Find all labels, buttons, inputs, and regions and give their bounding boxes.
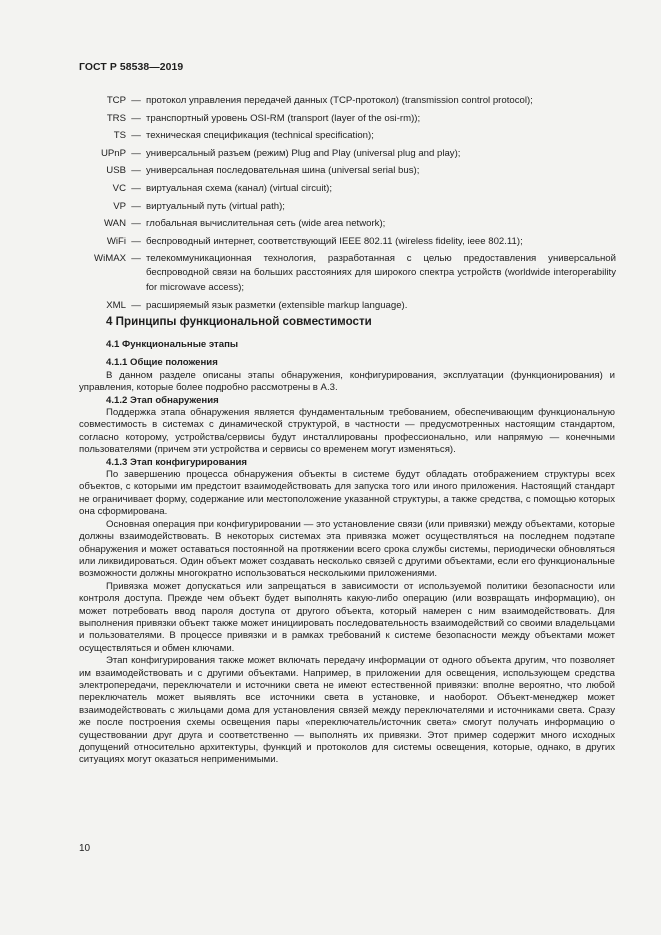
- paragraph: Привязка может допускаться или запрещаться в зависимости от используемой политики безопасности или контроля доступа. Прежде чем объект будет выполнять какую-либо операцию (или возвращать информацию), он может потребовать ввод пароля доступа от другого объекта, который намерен с ним взаимодействовать. Для выполнения привязки объект также может инициировать последовательность взаимодействий со своими владельцами и пользователями. В процессе привязки и в рамках требований к системе безопасности между объектами может осуществляться и обмен ключами.: [79, 580, 615, 654]
- abbreviation-term: TS: [113, 130, 126, 142]
- abbreviation-dash: —: [131, 252, 141, 264]
- abbreviation-term: WiFi: [106, 235, 126, 247]
- section-title: 4 Принципы функциональной совместимости: [106, 315, 372, 328]
- abbreviation-dash: —: [131, 130, 141, 142]
- abbreviation-row: [56, 127, 616, 145]
- abbreviation-dash: —: [131, 147, 141, 159]
- abbreviation-term: USB: [106, 165, 126, 177]
- abbreviation-definition: беспроводный интернет, соответствующий IEEE 802.11 (wireless fidelity, ieee 802.11);: [146, 235, 523, 247]
- abbreviation-dash: —: [131, 218, 141, 230]
- abbreviation-row: [56, 198, 616, 216]
- subsection-heading: 4.1.3 Этап конфигурирования: [106, 456, 248, 468]
- abbreviation-term: XML: [106, 299, 126, 311]
- abbreviation-definition: техническая спецификация (technical specification);: [146, 130, 374, 142]
- subsection-heading: 4.1.2 Этап обнаружения: [106, 394, 219, 406]
- abbreviation-definition: универсальная последовательная шина (universal serial bus);: [146, 165, 420, 177]
- abbreviation-row: [56, 233, 616, 251]
- subsection-heading: 4.1.1 Общие положения: [106, 357, 218, 369]
- abbreviation-term: UPnP: [100, 147, 126, 159]
- abbreviation-term: VC: [112, 182, 126, 194]
- abbreviation-row: [56, 92, 616, 110]
- abbreviation-definition: глобальная вычислительная сеть (wide area network);: [146, 218, 386, 230]
- abbreviation-definition: виртуальная схема (канал) (virtual circuit);: [146, 182, 333, 194]
- abbreviation-dash: —: [131, 200, 141, 212]
- abbreviation-row: [56, 145, 616, 163]
- abbreviation-definition: протокол управления передачей данных (TCP-протокол) (transmission control protocol);: [146, 95, 533, 106]
- abbreviation-term: TRS: [106, 112, 126, 124]
- abbreviation-definition: виртуальный путь (virtual path);: [146, 200, 285, 212]
- paragraph: Этап конфигурирования также может включать передачу информации от одного объекта другим, что позволяет им взаимодействовать и с другими объектами. Например, в приложении для освещения, использующем средства электропередачи, переключатели и источники света не имеют естественной привязки: вполне вероятно, что любой переключатель может выявлять все источники света в установке, и наоборот. Объект-менеджер может взаимодействовать с жильцами дома для установления связей между переключателями и источниками света. Сразу же после построения схемы освещения пары «переключатель/источник света» смогут получать информацию о существовании друг друга и соответственно — выполнять их привязки. Этот пример содержит много исходных допущений относительно архитектуры, функций и протоколов для системы освещения, которые, однако, в других ситуациях могут оказаться неприменимыми.: [79, 655, 615, 766]
- paragraph: По завершению процесса обнаружения объекты в системе будут обладать отображением структуры всех объектов, с которыми им предстоит взаимодействовать для запуска того или иного приложения. Настоящий стандарт не ограничивает форму, содержание или местоположение указанной структуры, а также средства, с помощью которых она сформирована.: [79, 469, 615, 518]
- abbreviation-row: [56, 215, 616, 233]
- abbreviation-dash: —: [131, 165, 141, 177]
- paragraph: Поддержка этапа обнаружения является фундаментальным требованием, обеспечивающим функциональную совместимость в системах с динамической структурой, в частности — предусмотренных настоящим стандартом, согласно которому, устройства/сервисы будут инсталлированы профессионально, или напрямую — конечными пользователями (причем эти устройства и сервисы со временем могут изменяться).: [79, 407, 615, 456]
- section-body: [79, 315, 615, 767]
- abbreviation-term: VP: [113, 200, 126, 212]
- paragraph: В данном разделе описаны этапы обнаружения, конфигурирования, эксплуатации (функционирования) и управления, которые более подробно рассмотрены в А.3.: [79, 369, 615, 394]
- paragraph: Основная операция при конфигурировании — это установление связи (или привязки) между объектами, которые должны взаимодействовать. В некоторых системах эта привязка может осуществляться на последнем подэтапе обнаружения и может оставаться постоянной на протяжении всего срока службы системы, периодически обновляться или ликвидироваться. Один объект может создавать несколько связей с другими объектами, если его функциональные возможности должны многократно использоваться несколькими приложениями.: [79, 518, 615, 580]
- abbreviation-list: [56, 92, 616, 314]
- standard-header: ГОСТ Р 58538—2019: [79, 62, 184, 73]
- abbreviation-definition: транспортный уровень OSI-RM (transport (layer of the osi-rm));: [146, 112, 421, 124]
- subsection-heading: 4.1 Функциональные этапы: [106, 339, 239, 350]
- abbreviation-dash: —: [131, 112, 141, 124]
- abbreviation-dash: —: [131, 235, 141, 247]
- abbreviation-definition: расширяемый язык разметки (extensible markup language).: [146, 299, 408, 311]
- abbreviation-term: TCP: [106, 95, 126, 106]
- abbreviation-dash: —: [131, 95, 141, 106]
- abbreviation-definition: универсальный разъем (режим) Plug and Play (universal plug and play);: [146, 147, 461, 159]
- abbreviation-row: [56, 162, 616, 180]
- abbreviation-row: [56, 297, 616, 315]
- abbreviation-term: WiMAX: [94, 252, 126, 264]
- abbreviation-row: [56, 180, 616, 198]
- abbreviation-row: [56, 250, 616, 296]
- abbreviation-dash: —: [131, 299, 141, 311]
- abbreviation-term: WAN: [103, 218, 126, 230]
- page-number: 10: [79, 843, 91, 854]
- abbreviation-row: [56, 110, 616, 128]
- abbreviation-dash: —: [131, 182, 141, 194]
- abbreviation-definition: телекоммуникационная технология, разработанная с целью предоставления универсальной беспроводной связи на больших расстояниях для широкого спектра устройств (worldwide interoperability for microwave access);: [146, 252, 616, 293]
